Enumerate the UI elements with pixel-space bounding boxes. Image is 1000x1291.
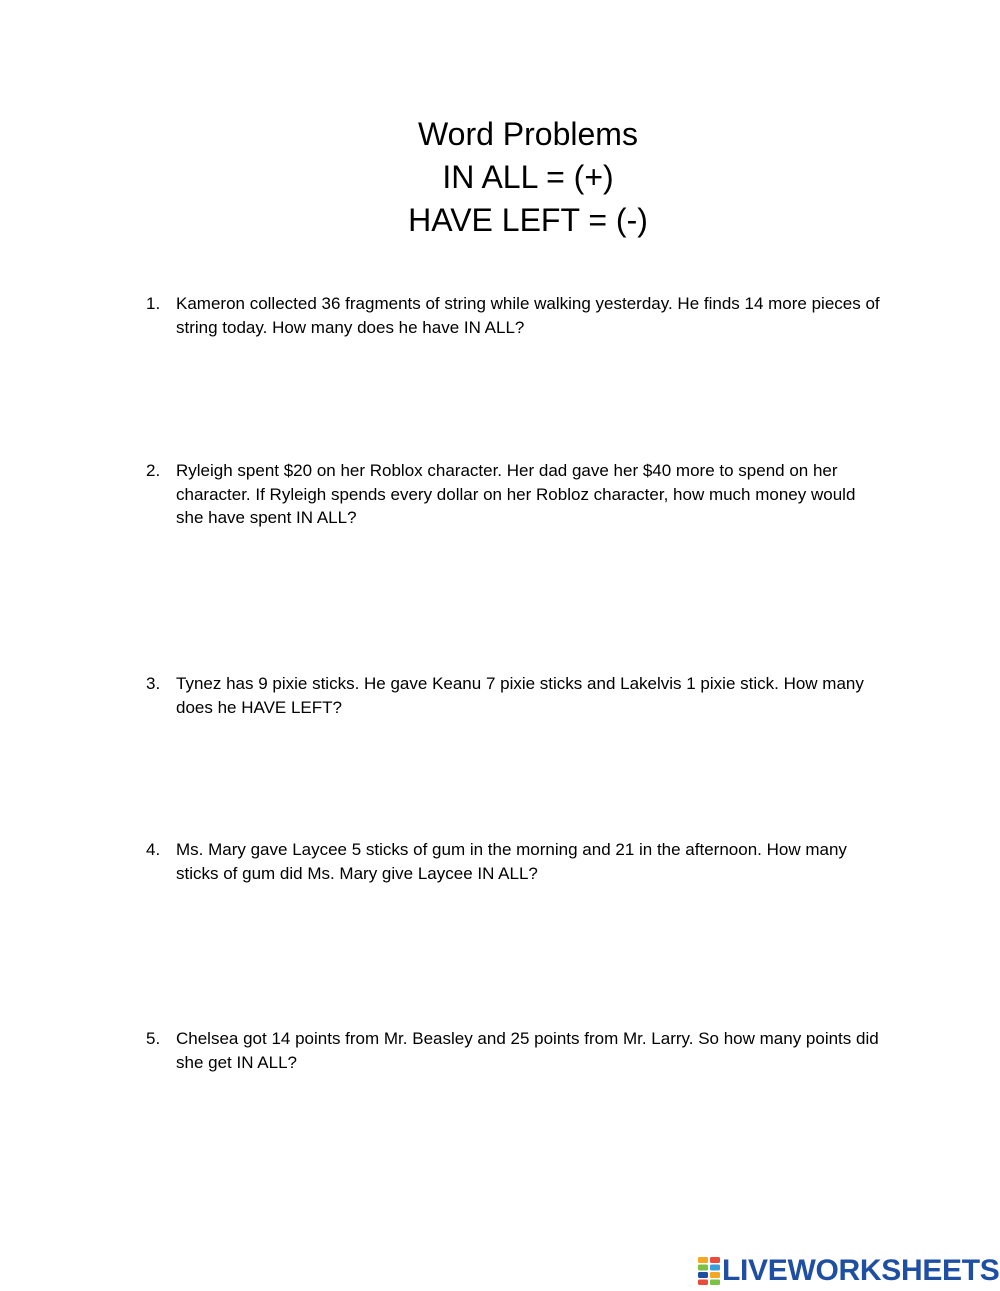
liveworksheets-logo-icon (698, 1257, 720, 1285)
liveworksheets-brand-text: LIVEWORKSHEETS (722, 1254, 1000, 1287)
problem-4 (146, 838, 886, 885)
problem-1 (146, 292, 886, 339)
problem-3 (146, 672, 886, 719)
problem-5-text: Chelsea got 14 points from Mr. Beasley and 25 points from Mr. Larry. So how many points did she get IN ALL? (176, 1029, 879, 1072)
worksheet-title (0, 113, 1000, 242)
title-line-1: Word Problems (418, 116, 638, 152)
title-line-3: HAVE LEFT = (-) (408, 202, 648, 238)
problem-4-number: 4. (146, 840, 161, 859)
problem-2-text: Ryleigh spent $20 on her Roblox character. Her dad gave her $40 more to spend on her character. If Ryleigh spends every dollar on her Robloz character, how much money would she have spent IN ALL? (176, 461, 856, 527)
problem-4-text: Ms. Mary gave Laycee 5 sticks of gum in the morning and 21 in the afternoon. How many sticks of gum did Ms. Mary give Laycee IN ALL? (176, 840, 847, 883)
problem-2-number: 2. (146, 461, 161, 480)
problem-3-number: 3. (146, 674, 161, 693)
problem-1-text: Kameron collected 36 fragments of string while walking yesterday. He finds 14 more pieces of string today. How many does he have IN ALL? (176, 294, 880, 337)
title-line-2: IN ALL = (+) (442, 159, 614, 195)
problem-3-text: Tynez has 9 pixie sticks. He gave Keanu 7 pixie sticks and Lakelvis 1 pixie stick. How many does he HAVE LEFT? (176, 674, 864, 717)
liveworksheets-logo (698, 1254, 1000, 1288)
problem-5-number: 5. (146, 1029, 161, 1048)
problem-1-number: 1. (146, 294, 161, 313)
problem-5 (146, 1027, 886, 1074)
problem-2 (146, 459, 886, 530)
